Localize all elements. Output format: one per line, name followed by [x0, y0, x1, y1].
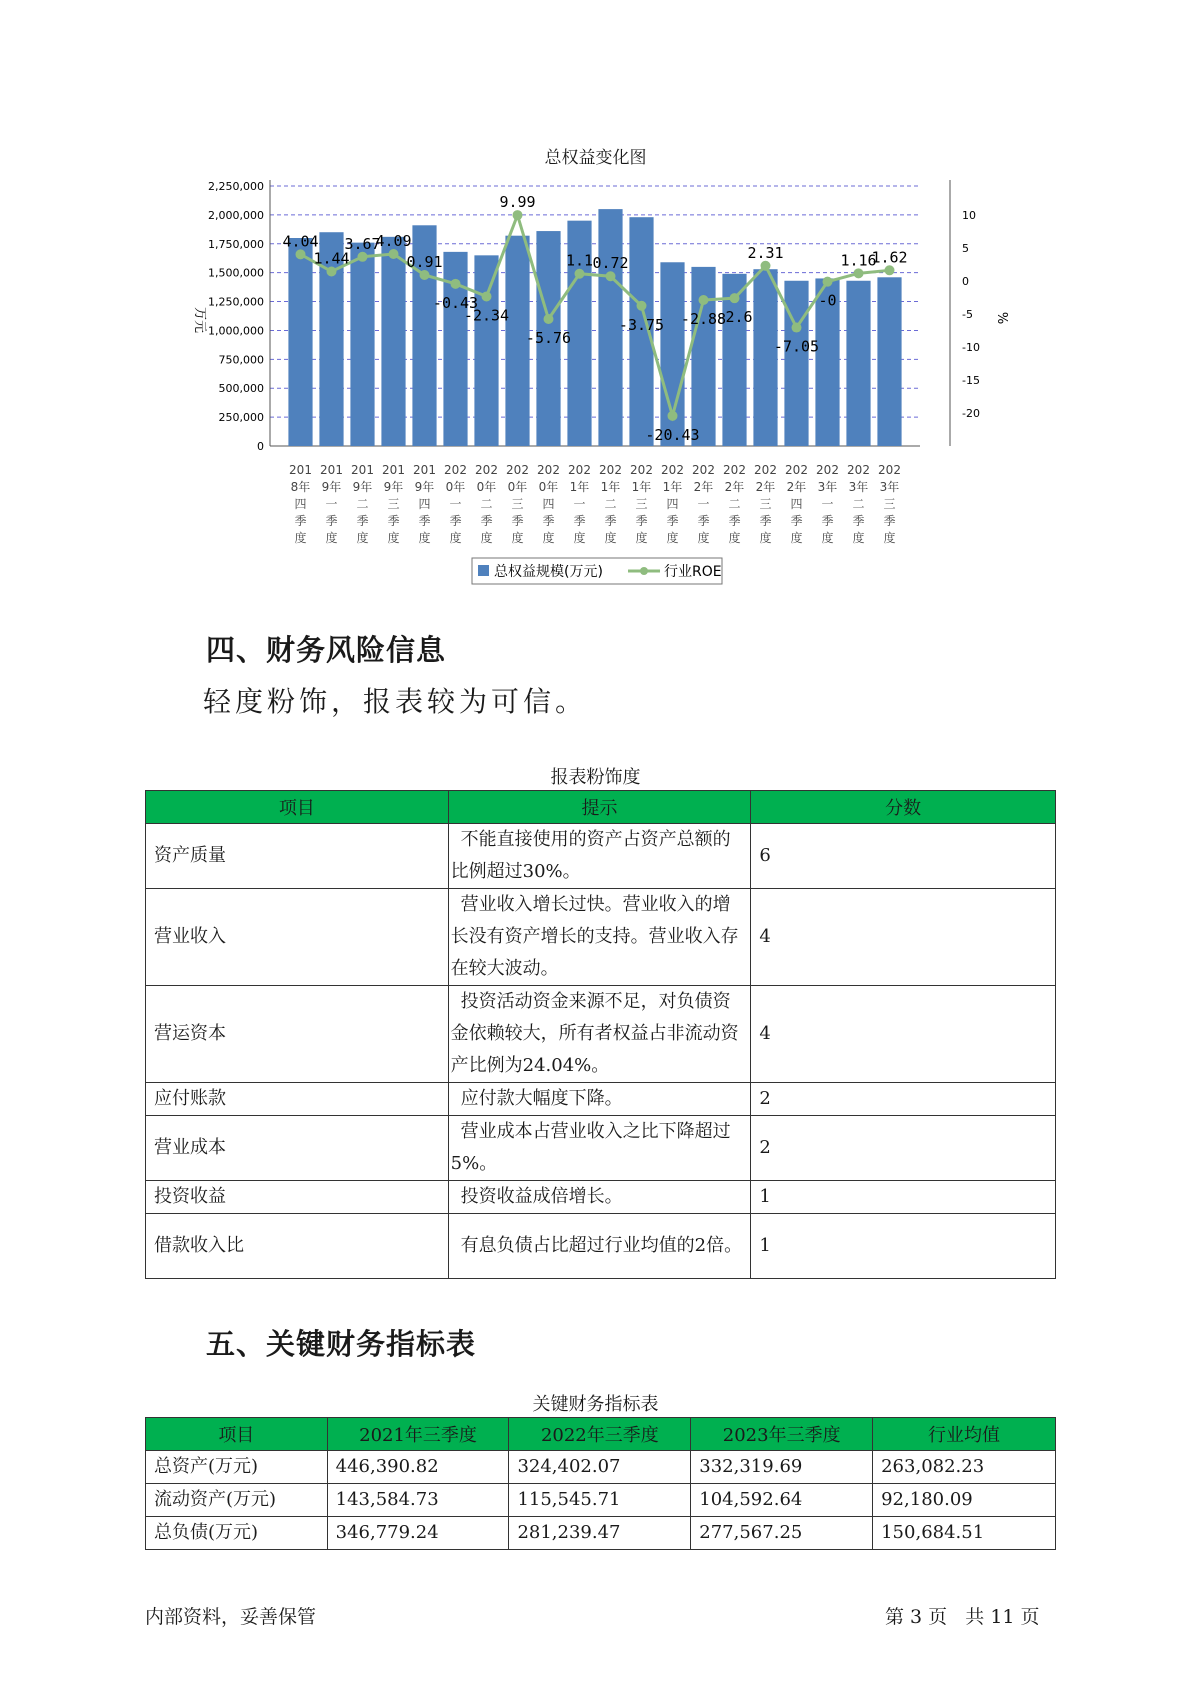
kpi-cell: 流动资产(万元) [146, 1484, 328, 1517]
roe-data-label: 0.91 [406, 252, 443, 271]
category-label: 度 [883, 531, 896, 545]
category-label: 季 [883, 514, 896, 528]
category-label: 季 [542, 514, 555, 528]
category-label: 季 [480, 514, 493, 528]
category-label: 202 [723, 463, 746, 477]
category-label: 202 [537, 463, 560, 477]
roe-point [823, 277, 833, 287]
category-label: 202 [568, 463, 591, 477]
category-label: 季 [294, 514, 307, 528]
category-label: 二 [480, 497, 493, 511]
roe-point [761, 261, 771, 271]
right-tick-label: -15 [962, 374, 980, 387]
table-row [146, 1214, 1056, 1279]
risk-score: 1 [751, 1214, 1056, 1279]
category-label: 度 [573, 531, 586, 545]
category-label: 三 [511, 497, 524, 511]
risk-item: 投资收益 [146, 1181, 449, 1214]
category-label: 季 [356, 514, 369, 528]
category-label: 三 [759, 497, 772, 511]
kpi-cell: 115,545.71 [509, 1484, 691, 1517]
category-label: 季 [790, 514, 803, 528]
category-label: 度 [728, 531, 741, 545]
kpi-cell: 446,390.82 [327, 1451, 509, 1484]
left-axis-label: 万元 [192, 306, 207, 334]
category-label: 9年 [414, 480, 435, 494]
category-label: 四 [418, 497, 431, 511]
roe-point [451, 279, 461, 289]
category-label: 1年 [600, 480, 621, 494]
category-label: 二 [604, 497, 617, 511]
roe-data-label: 4.09 [375, 232, 412, 251]
left-tick-label: 1,250,000 [208, 295, 264, 309]
roe-data-label: 4.04 [282, 232, 319, 251]
kpi-header: 项目 [146, 1418, 328, 1451]
category-label: 2年 [786, 480, 807, 494]
legend-line-marker [640, 567, 648, 575]
roe-point [606, 271, 616, 281]
roe-data-label: 0.72 [592, 254, 629, 273]
legend-bar-swatch [478, 565, 489, 576]
category-label: 201 [413, 463, 436, 477]
category-label: 季 [728, 514, 741, 528]
right-tick-label: 0 [962, 275, 969, 288]
category-label: 二 [852, 497, 865, 511]
roe-data-label: -3.75 [618, 315, 665, 334]
kpi-cell: 324,402.07 [509, 1451, 691, 1484]
footer-note: 内部资料，妥善保管 [145, 1606, 317, 1628]
kpi-cell: 143,584.73 [327, 1484, 509, 1517]
category-label: 202 [692, 463, 715, 477]
bar [381, 237, 405, 446]
category-label: 202 [599, 463, 622, 477]
category-label: 度 [697, 531, 710, 545]
category-label: 度 [480, 531, 493, 545]
kpi-header: 2022年三季度 [509, 1418, 691, 1451]
category-label: 201 [320, 463, 343, 477]
roe-data-label: -5.76 [525, 329, 572, 348]
risk-hint: 投资活动资金来源不足，对负债资金依赖较大，所有者权益占非流动资产比例为24.04%。 [448, 986, 751, 1083]
category-label: 3年 [817, 480, 838, 494]
roe-point [420, 270, 430, 280]
risk-table-caption: 报表粉饰度 [550, 767, 641, 788]
header-item: 项目 [146, 791, 449, 824]
category-label: 四 [294, 497, 307, 511]
category-label: 1年 [569, 480, 590, 494]
category-label: 202 [785, 463, 808, 477]
category-label: 度 [604, 531, 617, 545]
roe-point [327, 266, 337, 276]
table-row [146, 824, 1056, 889]
category-label: 度 [852, 531, 865, 545]
left-tick-label: 1,500,000 [208, 266, 264, 280]
category-label: 季 [573, 514, 586, 528]
roe-data-label: 9.99 [499, 193, 536, 212]
roe-data-label: 1.62 [871, 248, 908, 267]
category-label: 9年 [352, 480, 373, 494]
left-tick-label: 1,000,000 [208, 324, 264, 338]
category-label: 度 [325, 531, 338, 545]
category-label: 0年 [445, 480, 466, 494]
category-label: 202 [661, 463, 684, 477]
header-hint: 提示 [448, 791, 751, 824]
bar [691, 267, 715, 446]
category-label: 度 [294, 531, 307, 545]
category-label: 季 [325, 514, 338, 528]
table-row [146, 1181, 1056, 1214]
table-row [146, 1083, 1056, 1116]
category-label: 202 [444, 463, 467, 477]
category-label: 一 [697, 497, 710, 511]
risk-hint: 营业收入增长过快。营业收入的增长没有资产增长的支持。营业收入存在较大波动。 [448, 889, 751, 986]
roe-point [730, 293, 740, 303]
bar [288, 238, 312, 446]
roe-data-label: 2.31 [747, 243, 784, 262]
risk-score: 2 [751, 1116, 1056, 1181]
roe-point [885, 265, 895, 275]
category-label: 一 [325, 497, 338, 511]
category-label: 202 [816, 463, 839, 477]
table-row [146, 1451, 1056, 1484]
roe-point [296, 249, 306, 259]
roe-data-label: 1.44 [313, 249, 350, 268]
category-label: 一 [449, 497, 462, 511]
risk-hint: 有息负债占比超过行业均值的2倍。 [448, 1214, 751, 1279]
left-tick-label: 2,250,000 [208, 180, 264, 193]
category-label: 201 [351, 463, 374, 477]
category-label: 9年 [383, 480, 404, 494]
right-tick-label: -20 [962, 407, 980, 420]
roe-data-label: -2.6 [716, 308, 753, 327]
table-row [146, 889, 1056, 986]
category-label: 季 [759, 514, 772, 528]
roe-data-label: 3.67 [344, 234, 381, 253]
right-tick-label: 5 [962, 242, 969, 255]
category-label: 三 [635, 497, 648, 511]
risk-score: 4 [751, 986, 1056, 1083]
category-label: 季 [852, 514, 865, 528]
category-label: 一 [573, 497, 586, 511]
risk-hint: 投资收益成倍增长。 [448, 1181, 751, 1214]
category-label: 季 [666, 514, 679, 528]
category-label: 度 [821, 531, 834, 545]
category-label: 度 [666, 531, 679, 545]
roe-data-label: -7.05 [773, 337, 820, 356]
kpi-cell: 总资产(万元) [146, 1451, 328, 1484]
category-label: 季 [604, 514, 617, 528]
category-label: 度 [449, 531, 462, 545]
risk-item: 营运资本 [146, 986, 449, 1083]
bar [350, 243, 374, 446]
table-row [146, 1484, 1056, 1517]
risk-item: 借款收入比 [146, 1214, 449, 1279]
risk-item: 营业成本 [146, 1116, 449, 1181]
category-label: 202 [878, 463, 901, 477]
kpi-header-row [146, 1418, 1056, 1451]
category-label: 0年 [476, 480, 497, 494]
kpi-header: 2023年三季度 [691, 1418, 873, 1451]
roe-point [389, 249, 399, 259]
risk-hint: 不能直接使用的资产占资产总额的比例超过30%。 [448, 824, 751, 889]
category-label: 四 [666, 497, 679, 511]
roe-data-label: 1.16 [840, 251, 877, 270]
page-number: 第 3 页 共 11 页 [885, 1606, 1040, 1628]
right-tick-label: 10 [962, 209, 976, 222]
legend-line-label: 行业ROE [664, 564, 722, 580]
category-label: 度 [790, 531, 803, 545]
roe-data-label: -2.88 [680, 310, 727, 329]
right-tick-label: -5 [962, 308, 973, 321]
risk-summary: 轻度粉饰，报表较为可信。 [203, 685, 588, 718]
kpi-table-caption: 关键财务指标表 [532, 1394, 659, 1415]
risk-score: 2 [751, 1083, 1056, 1116]
right-tick-label: -10 [962, 341, 980, 354]
category-label: 2年 [724, 480, 745, 494]
category-label: 202 [847, 463, 870, 477]
roe-data-label: 1.1 [565, 251, 594, 270]
roe-point [575, 269, 585, 279]
category-label: 度 [387, 531, 400, 545]
category-label: 2年 [693, 480, 714, 494]
kpi-cell: 277,567.25 [691, 1517, 873, 1550]
risk-score: 1 [751, 1181, 1056, 1214]
left-tick-label: 500,000 [218, 382, 264, 396]
section-5-title: 五、关键财务指标表 [206, 1327, 477, 1361]
category-label: 1年 [662, 480, 683, 494]
roe-point [668, 411, 678, 421]
category-label: 0年 [538, 480, 559, 494]
category-label: 2年 [755, 480, 776, 494]
category-label: 3年 [848, 480, 869, 494]
category-label: 0年 [507, 480, 528, 494]
category-label: 三 [883, 497, 896, 511]
risk-hint: 营业成本占营业收入之比下降超过5%。 [448, 1116, 751, 1181]
bar [474, 255, 498, 446]
category-label: 四 [790, 497, 803, 511]
category-label: 二 [728, 497, 741, 511]
category-label: 季 [697, 514, 710, 528]
roe-point [513, 210, 523, 220]
roe-data-label: -2.34 [463, 306, 510, 325]
category-label: 四 [542, 497, 555, 511]
category-label: 一 [821, 497, 834, 511]
kpi-header: 2021年三季度 [327, 1418, 509, 1451]
kpi-cell: 104,592.64 [691, 1484, 873, 1517]
kpi-cell: 150,684.51 [873, 1517, 1056, 1550]
category-label: 202 [630, 463, 653, 477]
kpi-cell: 332,319.69 [691, 1451, 873, 1484]
category-label: 二 [356, 497, 369, 511]
kpi-cell: 92,180.09 [873, 1484, 1056, 1517]
category-label: 季 [635, 514, 648, 528]
table-row [146, 986, 1056, 1083]
category-label: 8年 [290, 480, 311, 494]
category-label: 1年 [631, 480, 652, 494]
chart-title: 总权益变化图 [544, 148, 647, 168]
section-4-title: 四、财务风险信息 [206, 633, 447, 667]
right-axis-label: % [994, 311, 1009, 325]
category-label: 度 [759, 531, 772, 545]
risk-item: 营业收入 [146, 889, 449, 986]
category-label: 度 [635, 531, 648, 545]
kpi-header: 行业均值 [873, 1418, 1056, 1451]
roe-point [792, 323, 802, 333]
legend-bar-label: 总权益规模(万元) [494, 564, 603, 580]
roe-point [358, 252, 368, 262]
bar [784, 281, 808, 446]
kpi-cell: 346,779.24 [327, 1517, 509, 1550]
risk-score: 4 [751, 889, 1056, 986]
left-tick-label: 0 [257, 440, 264, 453]
roe-equity-chart [0, 0, 1191, 600]
roe-data-label: -20.43 [645, 425, 700, 444]
category-label: 度 [542, 531, 555, 545]
category-label: 度 [418, 531, 431, 545]
category-label: 季 [821, 514, 834, 528]
roe-point [544, 314, 554, 324]
roe-point [854, 268, 864, 278]
category-label: 度 [511, 531, 524, 545]
kpi-cell: 281,239.47 [509, 1517, 691, 1550]
bar [877, 277, 901, 446]
category-label: 度 [356, 531, 369, 545]
kpi-table [145, 1417, 1056, 1550]
header-score: 分数 [751, 791, 1056, 824]
risk-header-row [146, 791, 1056, 824]
kpi-cell: 263,082.23 [873, 1451, 1056, 1484]
category-label: 202 [506, 463, 529, 477]
roe-data-label: -0 [818, 291, 837, 310]
category-label: 三 [387, 497, 400, 511]
risk-item: 应付账款 [146, 1083, 449, 1116]
table-row [146, 1517, 1056, 1550]
bar [753, 269, 777, 446]
category-label: 季 [387, 514, 400, 528]
category-label: 季 [449, 514, 462, 528]
category-label: 201 [382, 463, 405, 477]
left-tick-label: 2,000,000 [208, 208, 264, 222]
category-label: 3年 [879, 480, 900, 494]
left-tick-label: 250,000 [218, 411, 264, 425]
left-tick-label: 1,750,000 [208, 237, 264, 251]
left-tick-label: 750,000 [218, 353, 264, 367]
category-label: 202 [754, 463, 777, 477]
table-row [146, 1116, 1056, 1181]
category-label: 9年 [321, 480, 342, 494]
risk-score: 6 [751, 824, 1056, 889]
category-label: 202 [475, 463, 498, 477]
bar [846, 281, 870, 446]
kpi-cell: 总负债(万元) [146, 1517, 328, 1550]
roe-point [482, 291, 492, 301]
roe-point [699, 295, 709, 305]
risk-item: 资产质量 [146, 824, 449, 889]
risk-table [145, 790, 1056, 1279]
roe-point [637, 301, 647, 311]
category-label: 季 [418, 514, 431, 528]
category-label: 季 [511, 514, 524, 528]
category-label: 201 [289, 463, 312, 477]
roe-data-label: -0.43 [432, 293, 479, 312]
risk-hint: 应付款大幅度下降。 [448, 1083, 751, 1116]
